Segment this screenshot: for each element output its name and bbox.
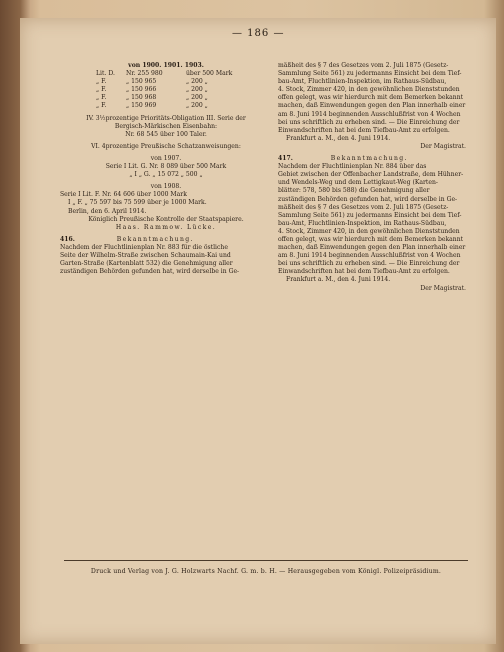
bond-header: von 1900. 1901. 1903. (128, 62, 204, 69)
bond-amount: „ 200 „ (186, 102, 208, 110)
text-line: Garten-Straße (Kartenblatt 532) die Genehmigung aller (60, 260, 233, 268)
bond-row (60, 102, 272, 110)
place-date: Frankfurt a. M., den 4. Juni 1914. (286, 276, 391, 284)
bond-list (60, 70, 272, 110)
year-1908: von 1908. (150, 183, 182, 191)
treasury-entry: Serie I Lit. F. Nr. 64 606 über 1000 Mark (60, 191, 187, 199)
year-1907: von 1907. (150, 154, 182, 162)
text-line: Sammlung Seite 561) zu jedermanns Einsicht bei dem Tief- (278, 70, 462, 78)
notice-heading: Bekanntmachung. (330, 155, 408, 163)
bond-series: „ F. (96, 86, 107, 94)
treasury-title: VI. 4prozentige Preußische Schatzanweisungen: (91, 142, 241, 150)
bond-amount: über 500 Mark (186, 70, 233, 78)
bond-series: Lit. D. (96, 70, 115, 78)
notice-body (278, 163, 476, 276)
treasury-entry: „ I „ G. „ 15 072 „ 500 „ (129, 171, 203, 179)
bond-series: „ F. (96, 102, 107, 110)
text-line: offen gelegt, was wir hierdurch mit dem Bemerken bekannt (278, 235, 464, 243)
treasury-entry: I „ F. „ 75 597 bis 75 599 über je 1000 Mark. (68, 199, 207, 207)
bond-number: „ 150 968 (126, 94, 157, 102)
signature: Der Magistrat. (420, 142, 466, 150)
text-line: bau-Amt, Fluchtlinien-Inspektion, im Rathaus-Südbau, (278, 219, 447, 227)
text-line: machen, daß Einwendungen gegen den Plan innerhalb einer (278, 244, 466, 252)
text-line: bau-Amt, Fluchtlinien-Inspektion, im Rathaus-Südbau, (278, 78, 447, 86)
bond-amount: „ 200 „ (186, 86, 208, 94)
imprint-footer: Druck und Verlag von J. G. Holzwarts Nachf. G. m. b. H. — Herausgegeben vom Königl. Polizeipräsidium. (90, 568, 442, 575)
text-line: bei uns schriftlich zu erheben sind. — Die Einreichung der (278, 118, 460, 126)
bond-series: „ F. (96, 78, 107, 86)
text-line: am 8. Juni 1914 beginnenden Ausschlußfrist von 4 Wochen (278, 252, 461, 260)
place-date: Frankfurt a. M., den 4. Juni 1914. (286, 134, 391, 142)
text-line: Sammlung Seite 561) zu jedermanns Einsicht bei dem Tief- (278, 211, 462, 219)
footer-divider (64, 560, 468, 561)
text-line: Gebiet zwischen der Offenbacher Landstraße, dem Hühner- (278, 171, 464, 179)
left-column (60, 62, 272, 276)
text-line: Nachdem der Fluchtlinienplan Nr. 883 für die östliche (60, 243, 228, 251)
bond-number: Nr. 255 980 (126, 70, 163, 78)
bond-amount: „ 200 „ (186, 94, 208, 102)
notice-header (278, 155, 476, 163)
notice-heading: Bekanntmachung. (116, 235, 194, 243)
right-column (278, 62, 476, 293)
text-line: 4. Stock, Zimmer 420, in den gewöhnlichen Dienststunden (278, 227, 460, 235)
bond-number: „ 150 969 (126, 102, 157, 110)
bond-row (60, 70, 272, 78)
notice-number: 416. (60, 235, 75, 243)
notice-header (60, 236, 272, 244)
text-line: mäßheit des § 7 des Gesetzes vom 2. Juli 1875 (Gesetz- (278, 203, 449, 211)
obligation-entry: Nr. 68 545 über 100 Taler. (125, 130, 207, 138)
text-line: zuständigen Behörden gefunden hat, wird derselbe in Ge- (278, 195, 458, 203)
text-line: machen, daß Einwendungen gegen den Plan innerhalb einer (278, 102, 466, 110)
text-line: offen gelegt, was wir hierdurch mit dem Bemerken bekannt (278, 94, 464, 102)
text-line: Einwandschriften hat bei dem Tiefbau-Amt zu erfolgen. (278, 268, 450, 276)
bond-amount: „ 200 „ (186, 78, 208, 86)
place-date: Berlin, den 6. April 1914. (68, 207, 147, 215)
signatures: Haas. Rammow. Lücke. (115, 223, 217, 231)
text-line: Nachdem der Fluchtlinienplan Nr. 884 über das (278, 163, 427, 171)
bond-number: „ 150 965 (126, 78, 157, 86)
bond-row (60, 94, 272, 102)
text-line: Einwandschriften hat bei dem Tiefbau-Amt zu erfolgen. (278, 126, 450, 134)
text-line: am 8. Juni 1914 beginnenden Ausschlußfrist von 4 Wochen (278, 110, 461, 118)
authority: Königlich Preußische Kontrolle der Staatspapiere. (88, 215, 244, 223)
notice-body (60, 244, 272, 276)
text-line: zuständigen Behörden gefunden hat, wird derselbe in Ge- (60, 268, 240, 276)
bond-row (60, 86, 272, 94)
bond-number: „ 150 966 (126, 86, 157, 94)
obligation-subtitle: Bergisch-Märkischen Eisenbahn: (114, 122, 218, 130)
obligation-title: IV. 3½prozentige Prioritäts-Obligation III. Serie der (86, 114, 246, 122)
bond-series: „ F. (96, 94, 107, 102)
notice-number: 417. (278, 155, 293, 163)
text-line: blätter: 578, 580 bis 588) die Genehmigung aller (278, 187, 430, 195)
text-line: 4. Stock, Zimmer 420, in den gewöhnlichen Dienststunden (278, 86, 460, 94)
text-line: Seite der Wilhelm-Straße zwischen Schaumain-Kai und (60, 251, 231, 259)
text-line: mäßheit des § 7 des Gesetzes vom 2. Juli 1875 (Gesetz- (278, 62, 449, 69)
notice-continuation (278, 62, 476, 135)
bond-row (60, 78, 272, 86)
text-line: bei uns schriftlich zu erheben sind. — Die Einreichung der (278, 260, 460, 268)
treasury-entry: Serie I Lit. G. Nr. 8 089 über 500 Mark (105, 163, 227, 171)
signature: Der Magistrat. (420, 284, 466, 292)
text-line: und Wendels-Weg und dem Lettigkaut-Weg (Karten- (278, 179, 438, 187)
page-number: — 186 — (232, 28, 285, 39)
